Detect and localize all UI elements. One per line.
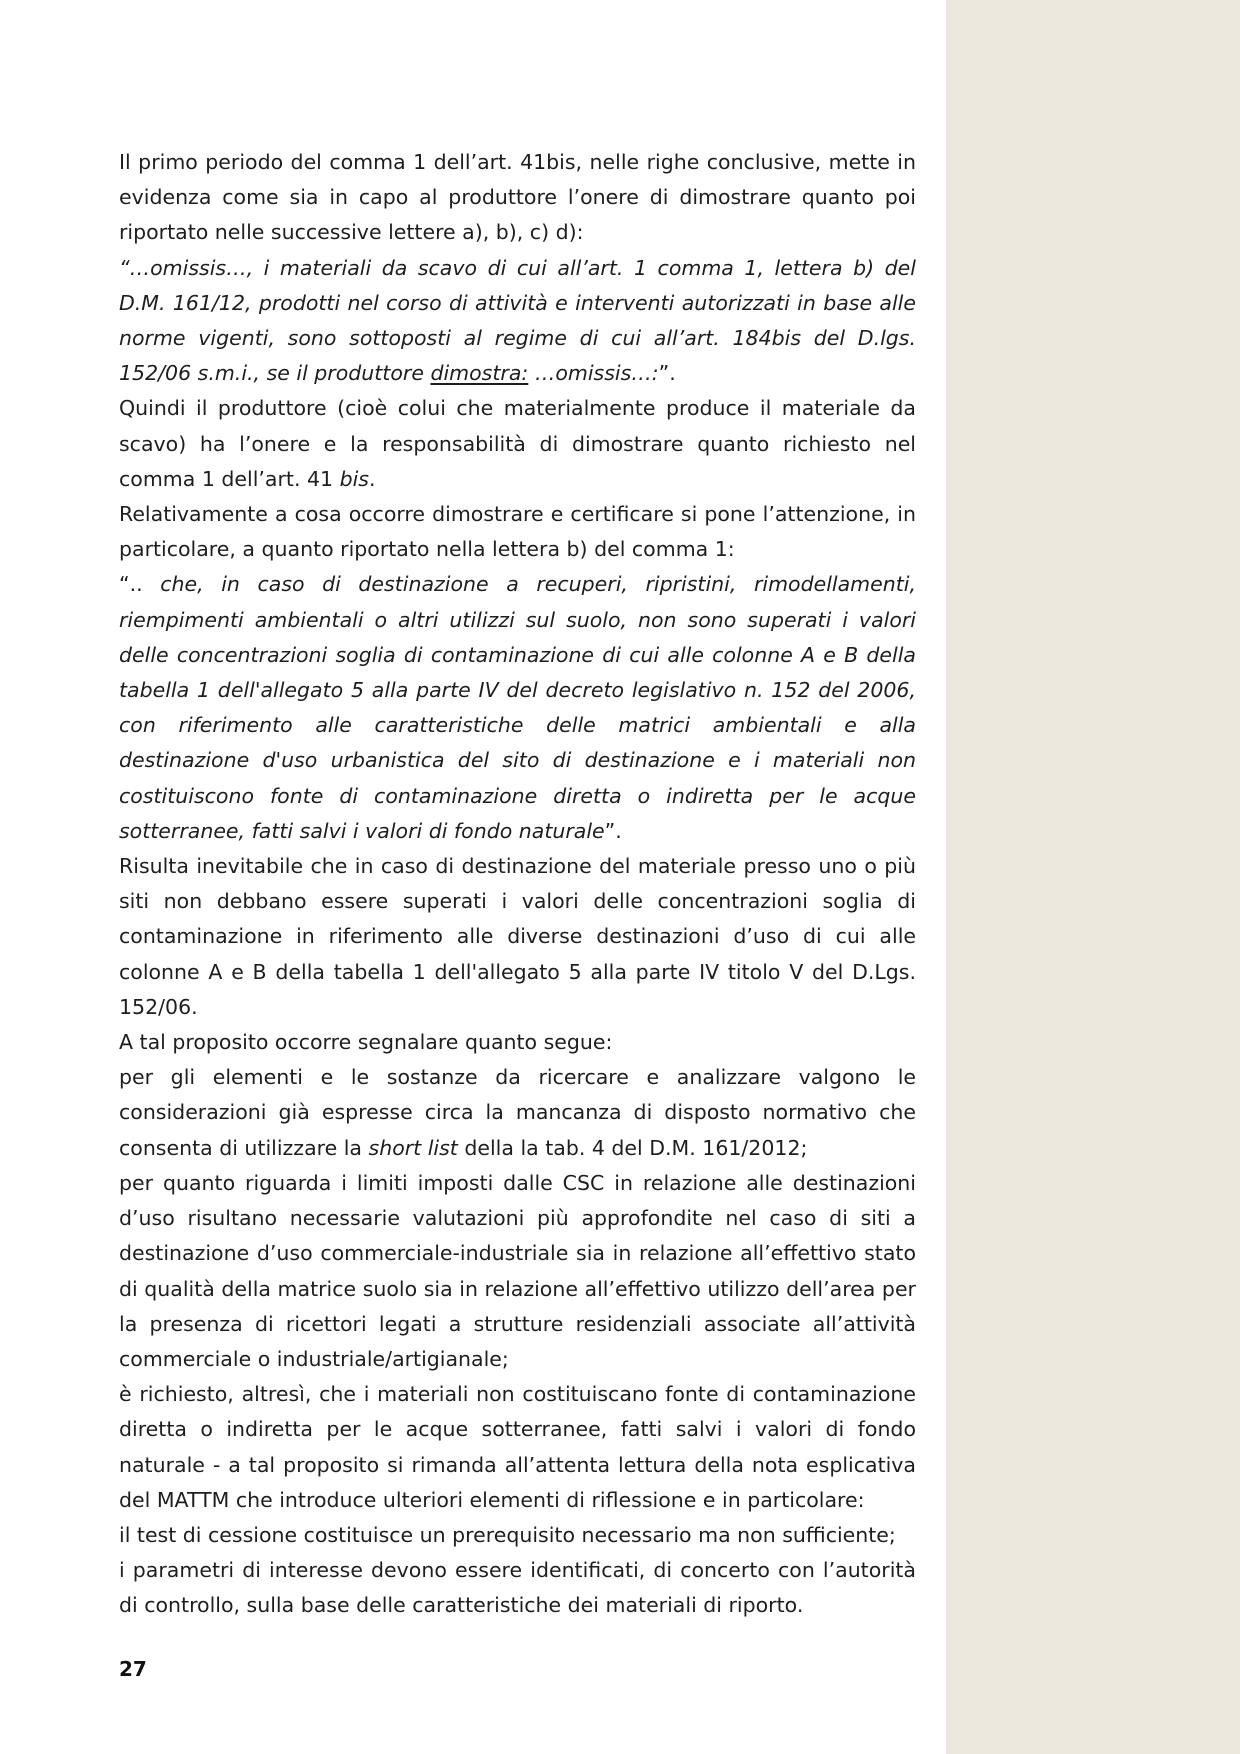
elements-paragraph-tail: della la tab. 4 del D.M. 161/2012; xyxy=(457,1135,808,1160)
producer-paragraph-text: Quindi il produttore (cioè colui che materialmente produce il materiale da scavo) ha l’onere e la responsabilità di dimostrare quanto richiesto nel comma 1 dell’art. 41 xyxy=(119,396,916,491)
quote-omissis-close: ”. xyxy=(658,361,676,386)
elements-paragraph xyxy=(119,1060,916,1166)
quote-letter-b-open: “.. xyxy=(119,572,143,597)
quote-omissis-tail: …omissis…: xyxy=(528,361,659,386)
quote-letter-b xyxy=(119,567,916,849)
attention-paragraph: Relativamente a cosa occorre dimostrare e certificare si pone l’attenzione, in particolare, a quanto riportato nella lettera b) del comma 1: xyxy=(119,502,916,562)
producer-paragraph xyxy=(119,391,916,497)
purpose-paragraph: A tal proposito occorre segnalare quanto segue: xyxy=(119,1030,613,1055)
leaching-test-paragraph: il test di cessione costituisce un prerequisito necessario ma non sufficiente; xyxy=(119,1522,896,1547)
elements-paragraph-text: per gli elementi e le sostanze da ricercare e analizzare valgono le considerazioni già espresse circa la mancanza di disposto normativo che consenta di utilizzare la xyxy=(119,1065,916,1160)
page-number: 27 xyxy=(119,1657,147,1681)
producer-paragraph-end: . xyxy=(368,466,376,491)
quote-omissis-underlined xyxy=(430,361,528,385)
producer-paragraph-italic: bis xyxy=(339,466,369,491)
elements-paragraph-italic: short list xyxy=(368,1135,458,1160)
quote-letter-b-close: ”. xyxy=(604,818,622,843)
intro-paragraph: Il primo periodo del comma 1 dell’art. 41bis, nelle righe conclusive, mette in evidenza come sia in capo al produttore l’onere di dimostrare quanto poi riportato nelle successive lettere a), b), c) d): xyxy=(119,150,916,245)
groundwater-paragraph: è richiesto, altresì, che i materiali non costituiscano fonte di contaminazione diretta o indiretta per le acque sotterranee, fatti salvi i valori di fondo naturale - a tal proposito si rimanda all’attenta lettura della nota esplicativa del MATTM che introduce ulteriori elementi di riflessione e in particolare: xyxy=(119,1382,916,1512)
parameters-paragraph: i parametri di interesse devono essere identificati, di concerto con l’autorità di controllo, sulla base delle caratteristiche dei materiali di riporto. xyxy=(119,1558,916,1618)
quote-omissis xyxy=(119,251,916,392)
quote-omissis-text: “…omissis…, i materiali da scavo di cui all’art. 1 comma 1, lettera b) del D.M. 161/12, prodotti nel corso di attività e interventi autorizzati in base alle norme vigenti, sono sottoposti al regime di cui all’art. 184bis del D.lgs. 152/06 s.m.i., se il produttore xyxy=(119,255,916,386)
quote-letter-b-text: che, in caso di destinazione a recuperi, ripristini, rimodellamenti, riempimenti ambientali o altri utilizzi sul suolo, non sono superati i valori delle concentrazioni soglia di contaminazione di cui alle colonne A e B della tabella 1 dell'allegato 5 alla parte IV del decreto legislativo n. 152 del 2006, con riferimento alle caratteristiche delle matrici ambientali e alla destinazione d'uso urbanistica del sito di destinazione e i materiali non costituiscono fonte di contaminazione diretta o indiretta per le acque sotterranee, fatti salvi i valori di fondo naturale xyxy=(119,572,916,843)
side-margin-band xyxy=(946,0,1240,1754)
document-body xyxy=(119,145,916,1624)
quote-omissis-underlined-text: dimostra: xyxy=(430,361,529,386)
limits-paragraph: per quanto riguarda i limiti imposti dalle CSC in relazione alle destinazioni d’uso risultano necessarie valutazioni più approfondite nel caso di siti a destinazione d’uso commerciale-industriale sia in relazione all’effettivo stato di qualità della matrice suolo sia in relazione all’effettivo utilizzo dell’area per la presenza di ricettori legati a strutture residenziali associate all’attività commerciale o industriale/artigianale; xyxy=(119,1170,916,1371)
inevitable-paragraph: Risulta inevitabile che in caso di destinazione del materiale presso uno o più siti non debbano essere superati i valori delle concentrazioni soglia di contaminazione in riferimento alle diverse destinazioni d’uso di cui alle colonne A e B della tabella 1 dell'allegato 5 alla parte IV titolo V del D.Lgs. 152/06. xyxy=(119,854,916,1019)
